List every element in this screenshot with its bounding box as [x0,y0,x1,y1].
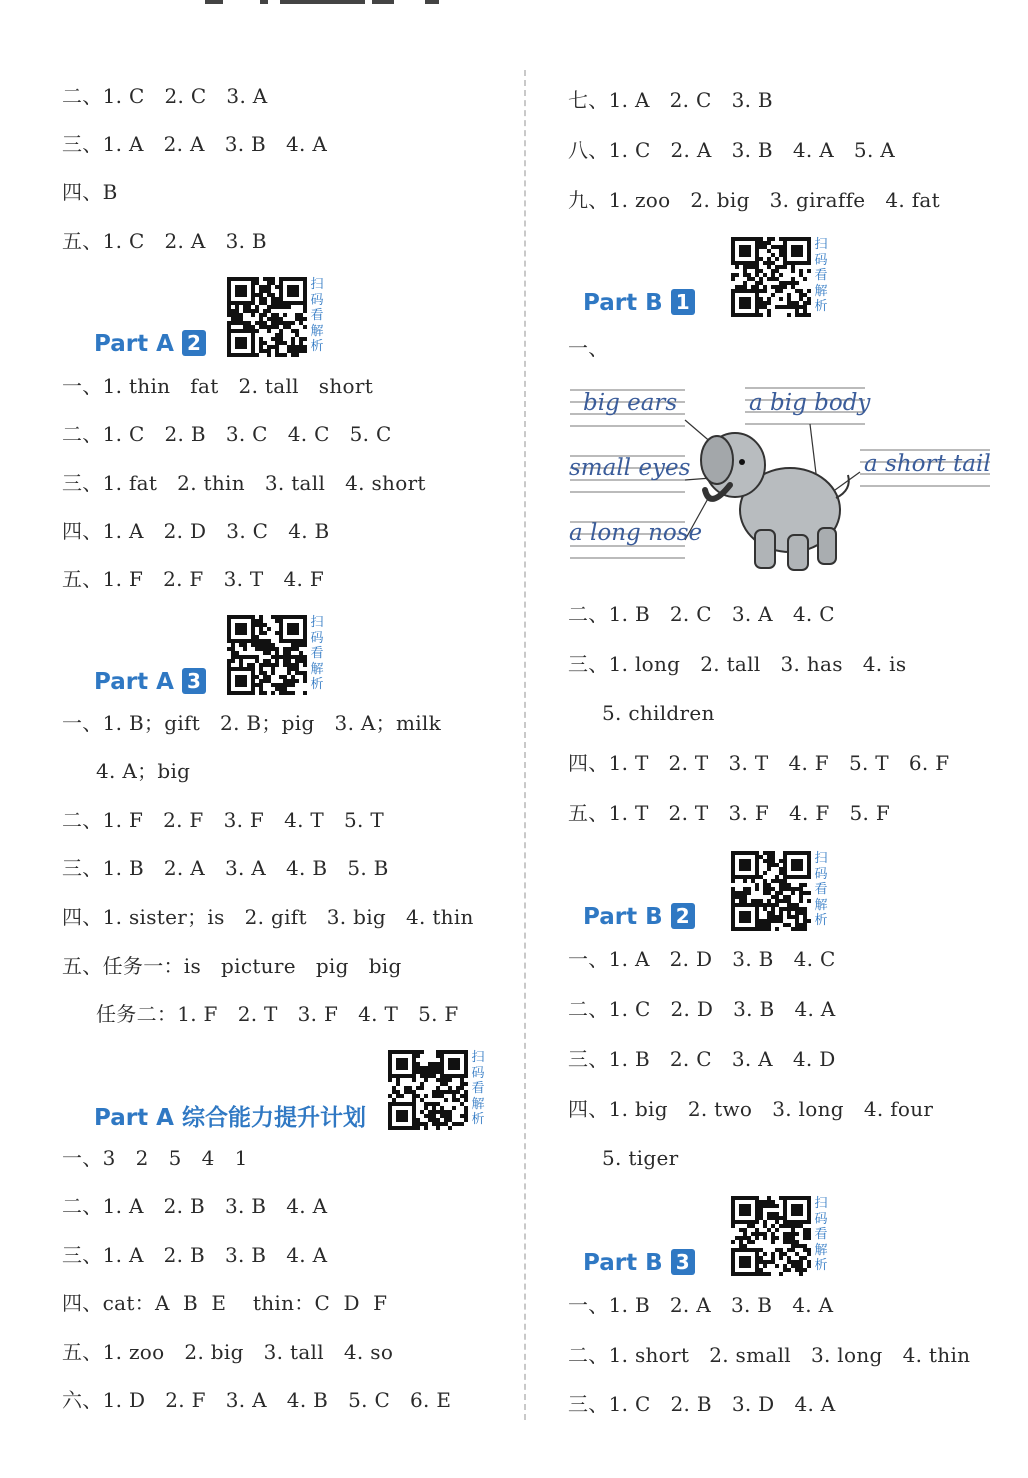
header-rule [372,0,394,4]
answer-line: 三、1. A 2. A 3. B 4. A [62,132,328,156]
qr-caption-char: 扫 [310,615,324,630]
qr-caption-char: 码 [471,1065,485,1081]
section-heading-label: Part A 综合能力提升计划 [94,1105,366,1131]
qr-code-icon[interactable] [227,277,307,357]
answer-line: 四、1. A 2. D 3. C 4. B [62,519,330,543]
answer-line: 三、1. B 2. C 3. A 4. D [568,1047,836,1071]
answer-line: 四、cat：A B E thin：C D F [62,1291,388,1315]
qr-caption-char: 看 [814,268,828,283]
header-rule [205,0,223,4]
qr-caption-char: 码 [814,866,828,882]
answer-line: 三、1. B 2. A 3. A 4. B 5. B [62,856,389,880]
qr-caption-char: 看 [471,1081,485,1096]
answer-line: 五、1. T 2. T 3. F 4. F 5. F [568,801,890,825]
qr-caption [813,1196,829,1274]
qr-caption-char: 析 [814,1258,828,1273]
answer-line: 三、1. C 2. B 3. D 4. A [568,1392,836,1416]
answer-line: 一、1. B 2. A 3. B 4. A [568,1293,834,1317]
answer-line: 一、3 2 5 4 1 [62,1146,248,1170]
section-number-badge: 2 [182,330,206,356]
qr-caption-char: 解 [814,1242,828,1258]
section-number-badge: 1 [671,289,695,315]
answer-line: 三、1. fat 2. thin 3. tall 4. short [62,471,426,495]
answer-line: 三、1. long 2. tall 3. has 4. is [568,652,907,676]
answer-line: 二、1. C 2. B 3. C 4. C 5. C [62,422,392,446]
answer-line: 四、1. sister；is 2. gift 3. big 4. thin [62,905,474,929]
section-heading-part-b-1 [567,261,695,317]
qr-code-icon[interactable] [227,615,307,695]
qr-caption [813,237,829,315]
answer-line: 五、任务一：is picture pig big [62,954,402,978]
header-rule [425,0,439,4]
qr-caption-char: 看 [310,308,324,323]
qr-caption-char: 解 [814,283,828,299]
answer-line: 4. A；big [96,759,191,783]
qr-caption-char: 析 [310,677,324,692]
qr-caption [470,1050,486,1128]
answer-line: 一、1. thin fat 2. tall short [62,374,374,398]
qr-caption-char: 扫 [310,277,324,292]
answer-line: 二、1. C 2. D 3. B 4. A [568,997,836,1021]
qr-caption-char: 析 [814,299,828,314]
qr-caption [309,615,325,693]
answer-line: 一、1. B；gift 2. B；pig 3. A；milk [62,711,442,735]
label-long-nose: a long nose [569,520,703,546]
elephant-icon [701,433,849,570]
section-number-badge: 3 [182,668,206,694]
qr-code-icon[interactable] [388,1050,468,1130]
qr-caption-char: 解 [310,323,324,339]
answer-line: 八、1. C 2. A 3. B 4. A 5. A [568,138,896,162]
answer-line: 五、1. C 2. A 3. B [62,229,267,253]
qr-code-icon[interactable] [731,851,811,931]
qr-caption-char: 码 [814,1211,828,1227]
answer-line: 二、1. B 2. C 3. A 4. C [568,602,835,626]
qr-caption-char: 扫 [471,1050,485,1065]
answer-line: 二、1. C 2. C 3. A [62,84,268,108]
header-rule [260,0,268,4]
answer-line: 四、1. big 2. two 3. long 4. four [568,1097,934,1121]
qr-caption-char: 析 [310,339,324,354]
qr-caption-char: 码 [310,292,324,308]
answer-line: 七、1. A 2. C 3. B [568,88,773,112]
answer-line: 任务二：1. F 2. T 3. F 4. T 5. F [96,1002,459,1026]
answer-line: 四、1. T 2. T 3. T 4. F 5. T 6. F [568,751,950,775]
qr-caption-char: 看 [814,882,828,897]
qr-caption-char: 扫 [814,851,828,866]
section-number-badge: 2 [671,903,695,929]
qr-caption [309,277,325,355]
answer-line: 一、 [568,336,609,360]
qr-caption-char: 看 [814,1227,828,1242]
section-heading-part-b-2 [567,875,695,931]
section-number-badge: 3 [671,1249,695,1275]
answer-line: 5. tiger [602,1146,679,1170]
qr-caption-char: 解 [814,897,828,913]
qr-caption-char: 解 [310,661,324,677]
qr-caption-char: 析 [471,1112,485,1127]
label-short-tail: a short tail [864,451,991,477]
answer-line: 五、1. zoo 2. big 3. tall 4. so [62,1340,394,1364]
answer-line: 二、1. short 2. small 3. long 4. thin [568,1343,971,1367]
answer-line: 九、1. zoo 2. big 3. giraffe 4. fat [568,188,940,212]
qr-caption-char: 码 [814,252,828,268]
section-heading-label: Part A [94,669,174,695]
qr-code-icon[interactable] [731,237,811,317]
answer-line: 二、1. A 2. B 3. B 4. A [62,1194,328,1218]
qr-caption-char: 扫 [814,237,828,252]
section-heading-label: Part A [94,331,174,357]
section-heading-label: Part B [583,904,663,930]
answer-line: 四、B [62,180,118,204]
qr-caption-char: 码 [310,630,324,646]
header-rule [280,0,365,4]
qr-caption [813,851,829,929]
label-big-ears: big ears [583,390,678,416]
answer-line: 六、1. D 2. F 3. A 4. B 5. C 6. E [62,1388,452,1412]
answer-line: 二、1. F 2. F 3. F 4. T 5. T [62,808,384,832]
qr-caption-char: 扫 [814,1196,828,1211]
answer-line: 三、1. A 2. B 3. B 4. A [62,1243,328,1267]
label-big-body: a big body [749,390,871,416]
section-heading-label: Part B [583,290,663,316]
qr-caption-char: 析 [814,913,828,928]
qr-code-icon[interactable] [731,1196,811,1276]
section-heading-label: Part B [583,1250,663,1276]
label-small-eyes: small eyes [569,455,691,481]
section-heading-part-b-3 [567,1221,695,1277]
column-divider [524,70,526,1420]
answer-line: 一、1. A 2. D 3. B 4. C [568,947,836,971]
qr-caption-char: 解 [471,1096,485,1112]
answer-line: 五、1. F 2. F 3. T 4. F [62,567,325,591]
qr-caption-char: 看 [310,646,324,661]
answer-line: 5. children [602,701,715,725]
